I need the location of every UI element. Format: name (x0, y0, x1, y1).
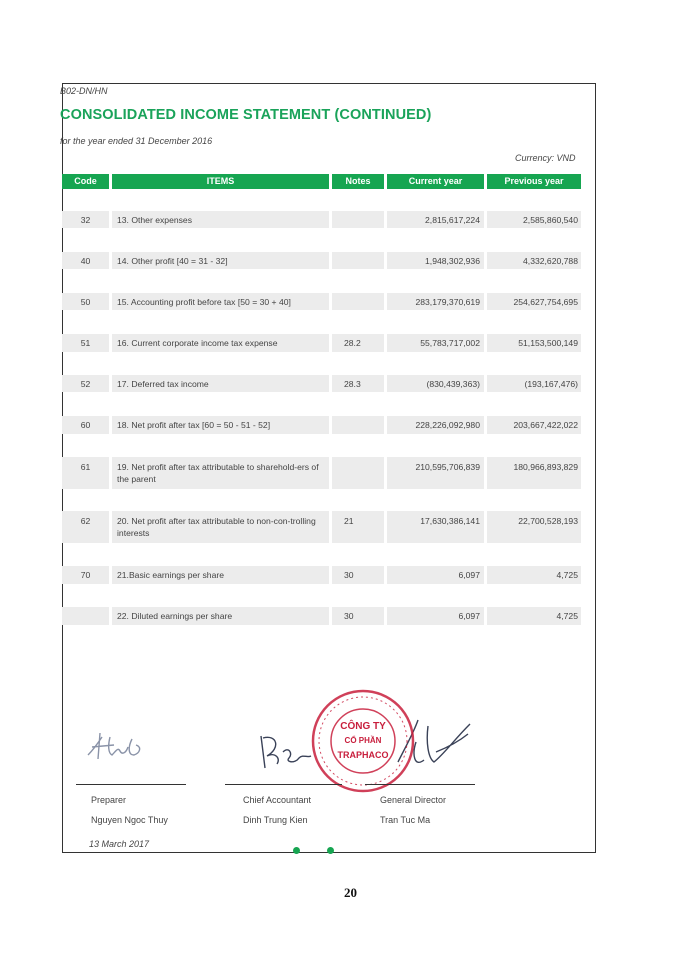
decorative-dot (293, 847, 300, 854)
column-header-notes: Notes (332, 174, 384, 189)
seal-text-line3: TRAPHACO (337, 750, 389, 760)
row-item: 20. Net profit after tax attributable to non-con-trolling interests (112, 511, 329, 543)
column-header-code: Code (62, 174, 109, 189)
company-seal (310, 688, 416, 794)
row-current-year: 17,630,386,141 (387, 511, 484, 543)
row-notes: 30 (332, 566, 384, 584)
column-header-current-year: Current year (387, 174, 484, 189)
table-row (62, 252, 581, 269)
decorative-dot (327, 847, 334, 854)
page-title: CONSOLIDATED INCOME STATEMENT (CONTINUED) (60, 107, 432, 123)
row-code: 50 (62, 293, 109, 310)
row-code: 40 (62, 252, 109, 269)
row-item: 18. Net profit after tax [60 = 50 - 51 - 52] (112, 416, 329, 434)
row-current-year: 6,097 (387, 607, 484, 625)
general-director-role: General Director (380, 795, 447, 805)
row-item: 22. Diluted earnings per share (112, 607, 329, 625)
row-code: 32 (62, 211, 109, 228)
row-code: 70 (62, 566, 109, 584)
row-previous-year: 254,627,754,695 (487, 293, 581, 310)
seal-text-line1: CÔNG TY (340, 721, 386, 732)
row-previous-year: 4,332,620,788 (487, 252, 581, 269)
row-current-year: 283,179,370,619 (387, 293, 484, 310)
form-code: B02-DN/HN (60, 86, 108, 96)
table-row (62, 511, 581, 543)
row-previous-year: 22,700,528,193 (487, 511, 581, 543)
row-current-year: (830,439,363) (387, 375, 484, 392)
row-previous-year: 4,725 (487, 607, 581, 625)
row-notes (332, 416, 384, 434)
row-item: 17. Deferred tax income (112, 375, 329, 392)
signing-date: 13 March 2017 (89, 839, 150, 849)
table-row (62, 334, 581, 352)
row-item: 21.Basic earnings per share (112, 566, 329, 584)
table-row (62, 566, 581, 584)
row-code: 52 (62, 375, 109, 392)
row-notes: 28.3 (332, 375, 384, 392)
row-code: 51 (62, 334, 109, 352)
row-current-year: 55,783,717,002 (387, 334, 484, 352)
table-row (62, 293, 581, 310)
column-header-previous-year: Previous year (487, 174, 581, 189)
row-notes: 30 (332, 607, 384, 625)
table-row (62, 607, 581, 625)
row-current-year: 1,948,302,936 (387, 252, 484, 269)
chief-accountant-signature-line (225, 784, 342, 785)
row-code: 62 (62, 511, 109, 543)
chief-accountant-name: Dinh Trung Kien (243, 815, 308, 825)
row-notes: 21 (332, 511, 384, 543)
table-row (62, 211, 581, 228)
row-item: 13. Other expenses (112, 211, 329, 228)
row-item: 16. Current corporate income tax expense (112, 334, 329, 352)
row-notes (332, 293, 384, 310)
page-number: 20 (344, 885, 357, 900)
row-item: 15. Accounting profit before tax [50 = 30 + 40] (112, 293, 329, 310)
row-current-year: 2,815,617,224 (387, 211, 484, 228)
chief-accountant-signature (255, 728, 315, 774)
row-item: 14. Other profit [40 = 31 - 32] (112, 252, 329, 269)
row-current-year: 6,097 (387, 566, 484, 584)
row-previous-year: 180,966,893,829 (487, 457, 581, 489)
preparer-role: Preparer (91, 795, 127, 805)
row-item: 19. Net profit after tax attributable to sharehold-ers of the parent (112, 457, 329, 489)
row-previous-year: 51,153,500,149 (487, 334, 581, 352)
row-code: 60 (62, 416, 109, 434)
row-notes (332, 457, 384, 489)
column-header-items: ITEMS (112, 174, 329, 189)
general-director-name: Tran Tuc Ma (380, 815, 431, 825)
row-previous-year: 203,667,422,022 (487, 416, 581, 434)
chief-accountant-role: Chief Accountant (243, 795, 312, 805)
table-row (62, 416, 581, 434)
row-code: 61 (62, 457, 109, 489)
row-notes (332, 252, 384, 269)
row-notes (332, 211, 384, 228)
seal-text-line2: CỔ PHẦN (344, 736, 382, 745)
table-row (62, 375, 581, 392)
preparer-signature-line (76, 784, 186, 785)
row-previous-year: (193,167,476) (487, 375, 581, 392)
row-code (62, 607, 109, 625)
row-current-year: 210,595,706,839 (387, 457, 484, 489)
currency-label: Currency: VND (515, 153, 576, 163)
general-director-signature-line (365, 784, 475, 785)
row-previous-year: 4,725 (487, 566, 581, 584)
period-subtitle: for the year ended 31 December 2016 (60, 136, 213, 146)
preparer-signature (84, 725, 152, 767)
preparer-name: Nguyen Ngoc Thuy (91, 815, 168, 825)
row-current-year: 228,226,092,980 (387, 416, 484, 434)
row-previous-year: 2,585,860,540 (487, 211, 581, 228)
table-row (62, 457, 581, 489)
row-notes: 28.2 (332, 334, 384, 352)
